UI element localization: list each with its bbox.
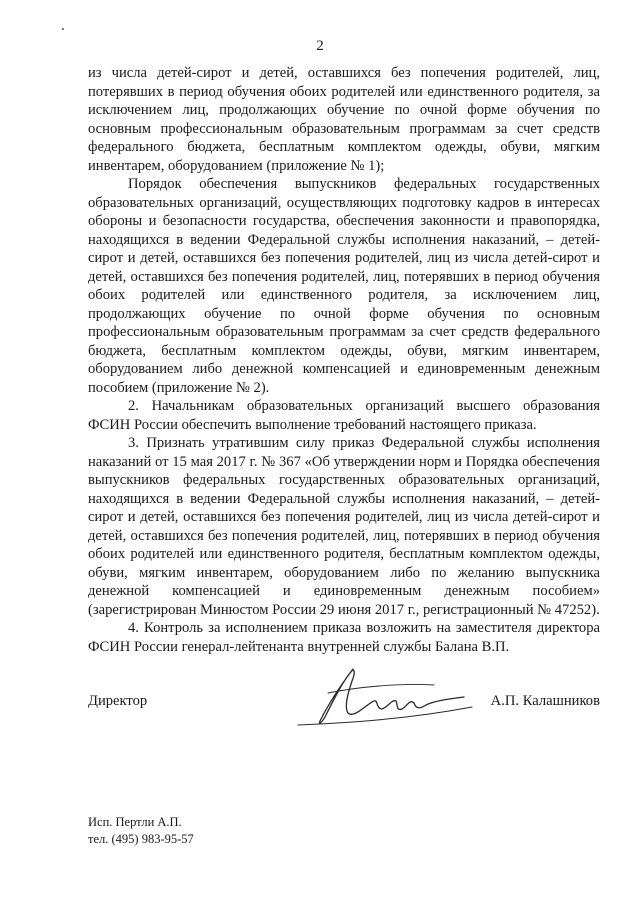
executor-phone: тел. (495) 983-95-57 [88,832,194,846]
handwritten-signature [258,663,488,733]
signatory-name: А.П. Калашников [490,693,600,709]
paragraph-procedure: Порядок обеспечения выпускников федеральных государственных образовательных организаций, осуществляющих подготовку кадров в интересах обороны и безопасности государства, обеспечения законности и правопорядка, находящихся в ведении Федеральной службы исполнения наказаний, – детей-сирот и детей, оставшихся без попечения родителей, лиц из числа детей-сирот и детей, оставшихся без попечения родителей, лиц, потерявших в период обучения обоих родителей или единственного родителя, за исключением лиц, продолжающих обучение по очной форме обучения по основным профессиональным образовательным программам за счет средств федерального бюджета, бесплатным комплектом одежды, обуви, мягким инвентарем, оборудованием либо денежной компенсацией и единовременным денежным пособием (приложение № 2). [88,176,600,396]
signature-block [88,693,600,713]
scan-speck [62,28,64,30]
executor-name: Исп. Пертли А.П. [88,815,182,829]
paragraph-item-4: 4. Контроль за исполнением приказа возложить на заместителя директора ФСИН России генерал-лейтенанта внутренней службы Балана В.П. [88,620,600,655]
signatory-title: Директор [88,693,148,709]
document-body [88,64,600,656]
page-number: 2 [316,38,324,54]
paragraph-continuation: из числа детей-сирот и детей, оставшихся без попечения родителей, лиц, потерявших в период обучения обоих родителей или единственного родителя, за исключением лиц, продолжающих обучение по очной форме обучения по основным профессиональным образовательным программам за счет средств федерального бюджета, бесплатным комплектом одежды, обуви, мягким инвентарем, оборудованием (приложение № 1); [88,65,600,174]
paragraph-item-3: 3. Признать утратившим силу приказ Федеральной службы исполнения наказаний от 15 мая 2017 г. № 367 «Об утверждении норм и Порядка обеспечения выпускников федеральных государственных образовательных организаций, находящихся в ведении Федеральной службы исполнения наказаний, – детей-сирот и детей, оставшихся без попечения родителей, лиц из числа детей-сирот и детей, оставшихся без попечения родителей, лиц, потерявших в период обучения обоих родителей или единственного родителя, бесплатным комплектом одежды, обуви, мягким инвентарем, оборудованием либо по желанию выпускника денежной компенсацией и единовременным денежным пособием» (зарегистрирован Минюстом России 29 июня 2017 г., регистрационный № 47252). [88,435,600,618]
executor-note [88,814,194,848]
paragraph-item-2: 2. Начальникам образовательных организаций высшего образования ФСИН России обеспечить выполнение требований настоящего приказа. [88,398,600,433]
